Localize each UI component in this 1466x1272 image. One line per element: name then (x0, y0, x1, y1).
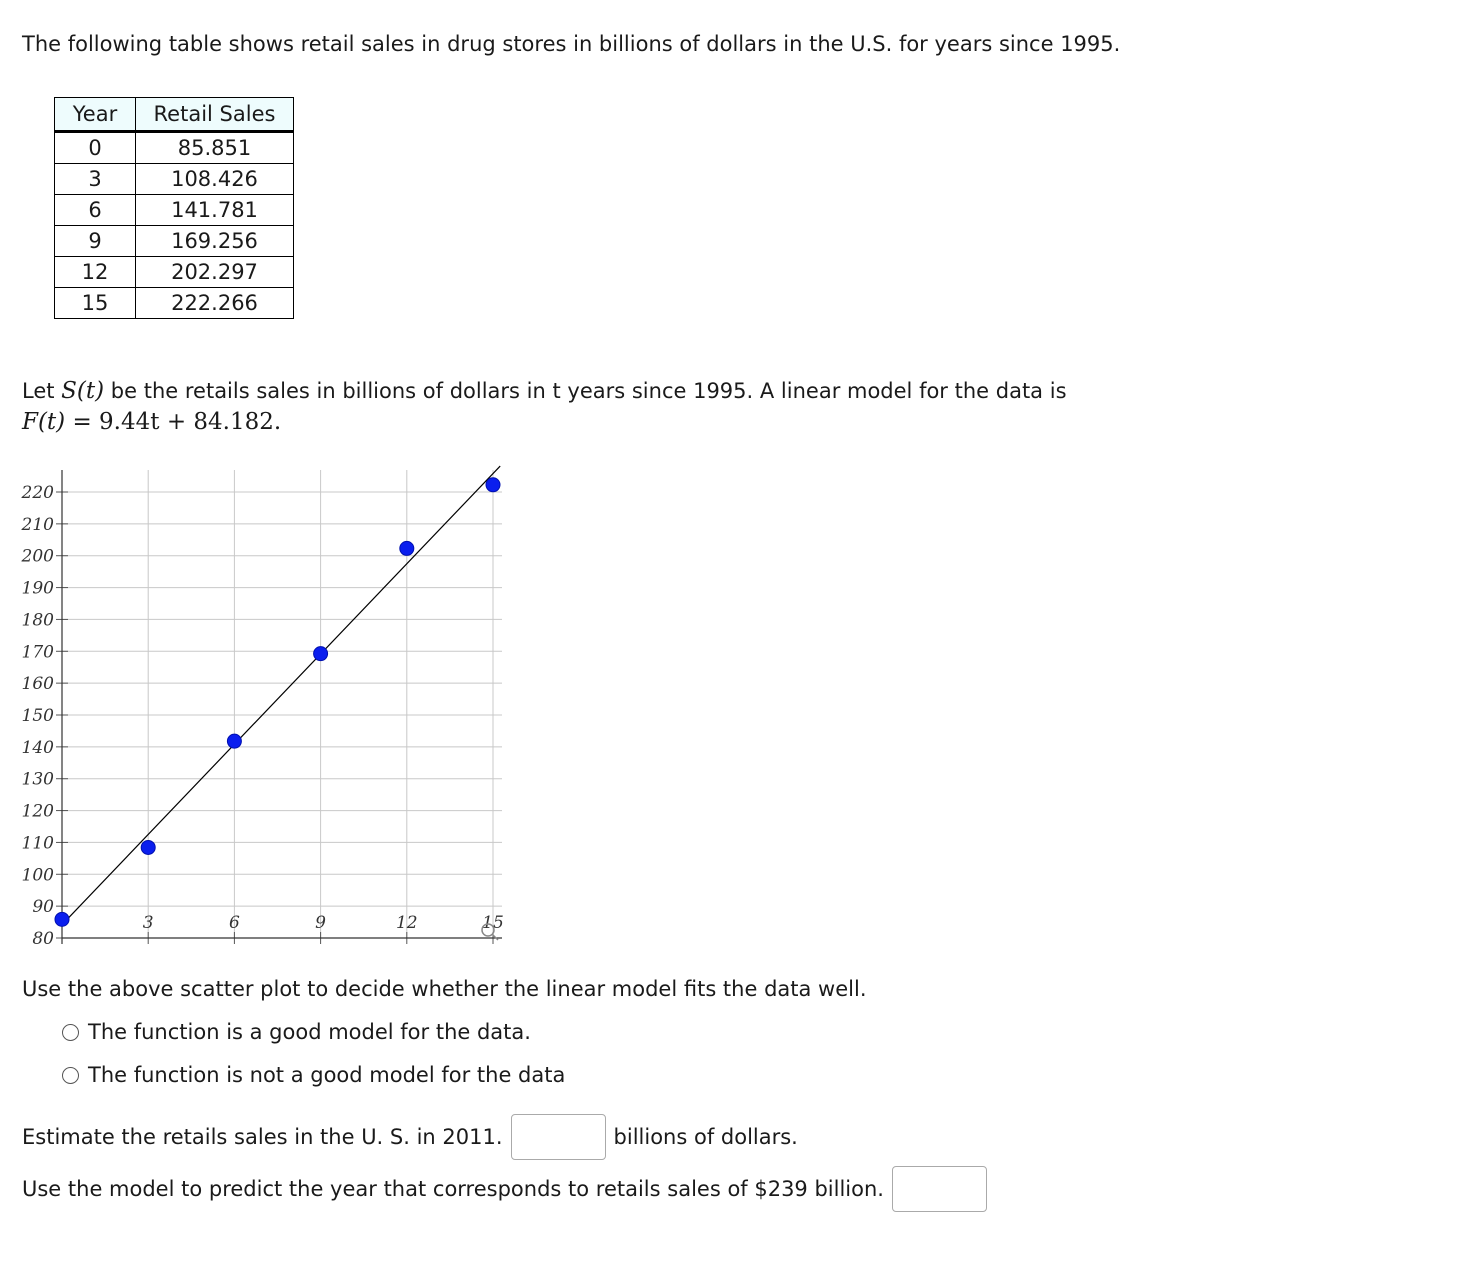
model-equation: = 9.44t + 84.182. (65, 409, 282, 435)
y-tick-label: 100 (21, 865, 54, 886)
grid-lines (62, 470, 502, 938)
table-row (55, 195, 294, 226)
y-tick-label: 210 (21, 514, 54, 535)
question-text: Use the above scatter plot to decide whether the linear model fits the data well. (22, 977, 867, 1001)
cell-sales: 85.851 (136, 132, 294, 164)
cell-sales: 141.781 (136, 195, 294, 226)
cell-year: 3 (55, 164, 136, 195)
estimate-row (22, 1114, 798, 1160)
option-label: The function is not a good model for the data (88, 1063, 566, 1087)
y-tick-label: 220 (21, 483, 54, 503)
model-text-a: Let (22, 379, 62, 403)
y-tick-label: 170 (21, 642, 54, 663)
model-line-path (62, 466, 500, 925)
table-header-row (55, 98, 294, 132)
y-tick-label: 90 (32, 897, 54, 918)
x-tick-label: 9 (315, 913, 327, 933)
cell-sales: 202.297 (136, 257, 294, 288)
f-function: F(t) (22, 409, 66, 435)
estimate-input[interactable] (511, 1114, 606, 1160)
cell-sales: 108.426 (136, 164, 294, 195)
option-good-model[interactable] (62, 1020, 531, 1044)
radio-good-model[interactable] (62, 1024, 79, 1041)
y-tick-label: 190 (21, 578, 54, 599)
estimate-unit: billions of dollars. (613, 1125, 798, 1149)
model-description (22, 376, 1067, 438)
model-text-b: be the retails sales in billions of dollars in t years since 1995. A linear model for the data is (104, 379, 1067, 403)
cell-year: 15 (55, 288, 136, 319)
table-row (55, 132, 294, 164)
table-row (55, 257, 294, 288)
data-points (55, 478, 500, 927)
header-retail-sales: Retail Sales (136, 98, 294, 132)
y-tick-label: 140 (21, 737, 54, 758)
data-point (55, 912, 69, 926)
y-tick-label: 80 (32, 929, 54, 949)
data-point (227, 734, 241, 748)
predict-row (22, 1166, 995, 1212)
y-tick-labels (21, 483, 55, 949)
header-year: Year (55, 98, 136, 132)
table-row (55, 164, 294, 195)
data-point (486, 478, 500, 492)
y-tick-label: 130 (21, 769, 54, 790)
estimate-label: Estimate the retails sales in the U. S. in 2011. (22, 1125, 503, 1149)
y-tick-label: 110 (21, 833, 54, 854)
data-point (400, 541, 414, 555)
y-tick-label: 120 (21, 801, 54, 822)
data-point (141, 840, 155, 854)
table-row (55, 226, 294, 257)
cell-sales: 222.266 (136, 288, 294, 319)
x-tick-labels (143, 913, 504, 933)
s-function: S(t) (61, 378, 105, 404)
cell-sales: 169.256 (136, 226, 294, 257)
table-row (55, 288, 294, 319)
y-tick-label: 160 (21, 674, 54, 695)
option-label: The function is a good model for the data. (88, 1020, 531, 1044)
cell-year: 6 (55, 195, 136, 226)
cell-year: 9 (55, 226, 136, 257)
y-tick-label: 180 (21, 610, 54, 631)
predict-input[interactable] (892, 1166, 987, 1212)
cell-year: 0 (55, 132, 136, 164)
x-tick-label: 3 (142, 913, 154, 933)
model-line (62, 466, 500, 925)
y-tick-label: 150 (21, 706, 54, 726)
scatter-plot[interactable] (0, 460, 520, 960)
radio-not-good-model[interactable] (62, 1067, 79, 1084)
cell-year: 12 (55, 257, 136, 288)
intro-text: The following table shows retail sales in drug stores in billions of dollars in the U.S. for years since 1995. (22, 32, 1121, 56)
sales-table (54, 97, 294, 319)
predict-label: Use the model to predict the year that corresponds to retails sales of $239 billion. (22, 1177, 884, 1201)
axes (56, 470, 502, 944)
option-not-good-model[interactable] (62, 1063, 565, 1087)
x-tick-label: 12 (395, 913, 418, 933)
y-tick-label: 200 (21, 546, 54, 567)
x-tick-label: 6 (228, 913, 240, 933)
data-point (314, 647, 328, 661)
x-tick-label: 15 (482, 913, 504, 933)
